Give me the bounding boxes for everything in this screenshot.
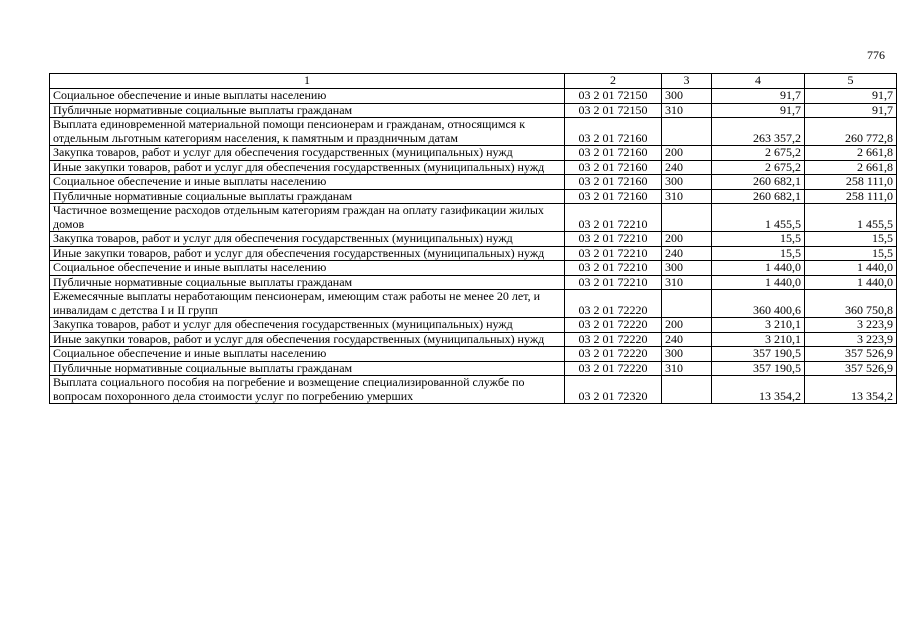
row-code: 03 2 01 72210	[565, 246, 662, 261]
row-name: Публичные нормативные социальные выплаты гражданам	[50, 189, 565, 204]
table-row	[50, 275, 897, 290]
row-value-1: 1 440,0	[712, 261, 805, 276]
row-name: Выплата социального пособия на погребение и возмещение специализированной службе по вопросам похоронного дела стоимости услуг по погребению умерших	[50, 376, 565, 404]
table-row	[50, 189, 897, 204]
row-type: 300	[662, 89, 712, 104]
row-type: 300	[662, 347, 712, 362]
table-row	[50, 89, 897, 104]
header-col-code: 2	[565, 74, 662, 89]
row-value-2: 357 526,9	[805, 347, 897, 362]
row-value-2: 3 223,9	[805, 318, 897, 333]
row-code: 03 2 01 72160	[565, 175, 662, 190]
row-value-1: 15,5	[712, 246, 805, 261]
row-name: Социальное обеспечение и иные выплаты населению	[50, 347, 565, 362]
row-value-1: 260 682,1	[712, 189, 805, 204]
row-value-2: 15,5	[805, 246, 897, 261]
row-code: 03 2 01 72220	[565, 361, 662, 376]
row-type: 240	[662, 332, 712, 347]
row-value-2: 3 223,9	[805, 332, 897, 347]
row-value-1: 357 190,5	[712, 361, 805, 376]
row-value-2: 13 354,2	[805, 376, 897, 404]
row-value-1: 260 682,1	[712, 175, 805, 190]
row-code: 03 2 01 72220	[565, 290, 662, 318]
row-value-1: 91,7	[712, 89, 805, 104]
row-code: 03 2 01 72220	[565, 318, 662, 333]
row-type: 240	[662, 160, 712, 175]
row-code: 03 2 01 72220	[565, 332, 662, 347]
row-value-2: 1 440,0	[805, 261, 897, 276]
budget-table	[49, 73, 897, 404]
row-name: Частичное возмещение расходов отдельным категориям граждан на оплату газификации жилых домов	[50, 204, 565, 232]
row-value-2: 258 111,0	[805, 189, 897, 204]
row-value-1: 3 210,1	[712, 318, 805, 333]
table-row	[50, 376, 897, 404]
row-type	[662, 204, 712, 232]
table-row	[50, 318, 897, 333]
row-value-1: 15,5	[712, 232, 805, 247]
row-name: Социальное обеспечение и иные выплаты населению	[50, 175, 565, 190]
header-col-value-2: 5	[805, 74, 897, 89]
row-value-1: 263 357,2	[712, 118, 805, 146]
table-row	[50, 361, 897, 376]
row-code: 03 2 01 72210	[565, 232, 662, 247]
row-code: 03 2 01 72220	[565, 347, 662, 362]
row-value-2: 357 526,9	[805, 361, 897, 376]
row-code: 03 2 01 72210	[565, 275, 662, 290]
row-code: 03 2 01 72160	[565, 160, 662, 175]
row-value-1: 1 455,5	[712, 204, 805, 232]
header-row	[50, 74, 897, 89]
row-type	[662, 118, 712, 146]
table-row	[50, 175, 897, 190]
table-row	[50, 261, 897, 276]
row-value-1: 360 400,6	[712, 290, 805, 318]
row-code: 03 2 01 72150	[565, 89, 662, 104]
row-name: Закупка товаров, работ и услуг для обеспечения государственных (муниципальных) нужд	[50, 232, 565, 247]
row-value-1: 357 190,5	[712, 347, 805, 362]
table-row	[50, 332, 897, 347]
row-value-1: 2 675,2	[712, 146, 805, 161]
row-value-2: 1 440,0	[805, 275, 897, 290]
row-name: Публичные нормативные социальные выплаты гражданам	[50, 361, 565, 376]
row-value-2: 15,5	[805, 232, 897, 247]
row-type: 300	[662, 175, 712, 190]
header-col-name: 1	[50, 74, 565, 89]
row-value-1: 2 675,2	[712, 160, 805, 175]
row-name: Социальное обеспечение и иные выплаты населению	[50, 89, 565, 104]
header-col-type: 3	[662, 74, 712, 89]
row-code: 03 2 01 72160	[565, 146, 662, 161]
row-code: 03 2 01 72160	[565, 118, 662, 146]
row-type: 310	[662, 189, 712, 204]
row-code: 03 2 01 72210	[565, 261, 662, 276]
row-type: 200	[662, 146, 712, 161]
row-name: Закупка товаров, работ и услуг для обеспечения государственных (муниципальных) нужд	[50, 146, 565, 161]
row-value-2: 91,7	[805, 89, 897, 104]
row-type: 310	[662, 275, 712, 290]
row-type: 310	[662, 361, 712, 376]
table-row	[50, 204, 897, 232]
table-row	[50, 160, 897, 175]
table-row	[50, 232, 897, 247]
row-type	[662, 376, 712, 404]
row-value-2: 260 772,8	[805, 118, 897, 146]
page-number: 776	[867, 48, 885, 62]
header-col-value-1: 4	[712, 74, 805, 89]
row-code: 03 2 01 72210	[565, 204, 662, 232]
row-value-2: 2 661,8	[805, 146, 897, 161]
row-name: Публичные нормативные социальные выплаты гражданам	[50, 275, 565, 290]
row-value-1: 3 210,1	[712, 332, 805, 347]
row-value-2: 91,7	[805, 103, 897, 118]
row-type: 200	[662, 318, 712, 333]
row-value-2: 360 750,8	[805, 290, 897, 318]
table-row	[50, 118, 897, 146]
row-code: 03 2 01 72150	[565, 103, 662, 118]
row-name: Иные закупки товаров, работ и услуг для обеспечения государственных (муниципальных) нужд	[50, 246, 565, 261]
row-value-1: 13 354,2	[712, 376, 805, 404]
row-value-2: 1 455,5	[805, 204, 897, 232]
row-name: Выплата единовременной материальной помощи пенсионерам и гражданам, относящимся к отдельным льготным категориям населения, к памятным и праздничным датам	[50, 118, 565, 146]
row-name: Иные закупки товаров, работ и услуг для обеспечения государственных (муниципальных) нужд	[50, 160, 565, 175]
row-name: Закупка товаров, работ и услуг для обеспечения государственных (муниципальных) нужд	[50, 318, 565, 333]
row-name: Публичные нормативные социальные выплаты гражданам	[50, 103, 565, 118]
row-code: 03 2 01 72320	[565, 376, 662, 404]
row-code: 03 2 01 72160	[565, 189, 662, 204]
row-value-2: 258 111,0	[805, 175, 897, 190]
table-row	[50, 246, 897, 261]
table-row	[50, 347, 897, 362]
table-row	[50, 103, 897, 118]
row-name: Социальное обеспечение и иные выплаты населению	[50, 261, 565, 276]
table-row	[50, 146, 897, 161]
row-type: 240	[662, 246, 712, 261]
row-type: 300	[662, 261, 712, 276]
table-row	[50, 290, 897, 318]
row-type	[662, 290, 712, 318]
row-value-1: 1 440,0	[712, 275, 805, 290]
row-value-2: 2 661,8	[805, 160, 897, 175]
row-name: Иные закупки товаров, работ и услуг для обеспечения государственных (муниципальных) нужд	[50, 332, 565, 347]
row-type: 200	[662, 232, 712, 247]
row-name: Ежемесячные выплаты неработающим пенсионерам, имеющим стаж работы не менее 20 лет, и инвалидам с детства I и II групп	[50, 290, 565, 318]
row-value-1: 91,7	[712, 103, 805, 118]
row-type: 310	[662, 103, 712, 118]
